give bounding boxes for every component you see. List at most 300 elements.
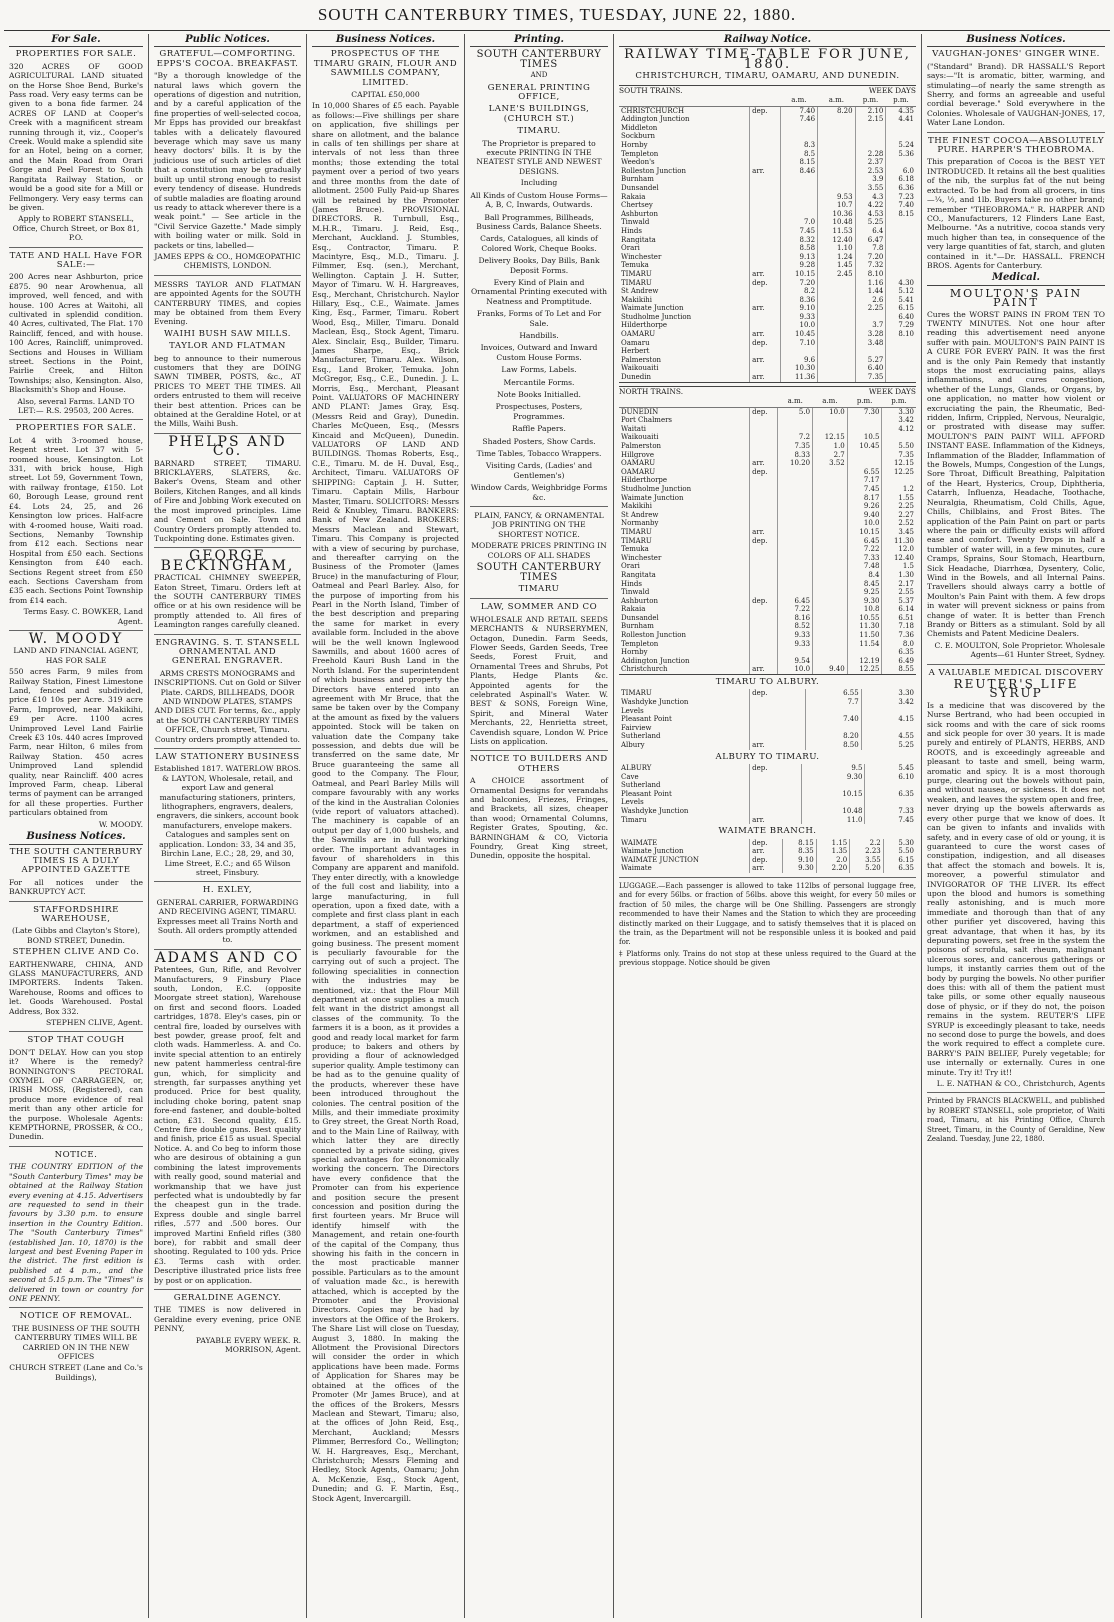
train-time: 8.46 — [780, 167, 817, 176]
dep-arr-marker: dep. — [750, 764, 802, 773]
train-time — [847, 451, 882, 460]
train-time — [813, 605, 848, 614]
train-time: 4.35 — [886, 106, 916, 115]
station-name: Hilderthorpe — [621, 476, 668, 485]
station-name: Addington Junction — [621, 115, 690, 124]
printing-office: GENERAL PRINTING OFFICE, — [487, 82, 591, 103]
train-time: 8.55 — [882, 665, 916, 674]
train-time: 9.5 — [801, 764, 865, 773]
train-time: 10.0 — [813, 407, 848, 416]
train-time: 3.42 — [882, 416, 916, 425]
dep-arr-marker — [750, 158, 780, 167]
table-row — [619, 150, 916, 159]
table-row — [619, 588, 916, 597]
station-name: Rangitata — [621, 570, 656, 579]
train-time: 6.4 — [855, 227, 886, 236]
train-time — [855, 141, 886, 150]
station-name: Hornby — [621, 648, 648, 657]
train-time — [886, 253, 916, 262]
table-row — [619, 313, 916, 322]
train-time: 8.35 — [783, 847, 817, 856]
station-name: TIMARU — [621, 536, 652, 545]
train-time: 9.6 — [780, 356, 817, 365]
train-time: 6.35 — [882, 648, 916, 657]
station-name: Waimate Junction — [621, 847, 684, 856]
train-time — [813, 580, 848, 589]
station-name: Orari — [621, 562, 640, 571]
column-printing — [465, 34, 613, 1618]
train-time: 10.0 — [780, 321, 817, 330]
dep-arr-marker: dep. — [750, 839, 783, 848]
table-row — [619, 764, 916, 773]
train-time: 4.12 — [882, 425, 916, 434]
ad-heading: H. EXLEY, — [202, 885, 253, 896]
dep-arr-marker — [750, 519, 778, 528]
table-row — [619, 132, 916, 141]
train-time: 10.0 — [778, 665, 813, 674]
train-time — [813, 640, 848, 649]
column-header: p.m. — [886, 95, 916, 106]
dep-arr-marker — [750, 244, 780, 253]
train-time — [780, 175, 817, 184]
station-name: Hilderthorpe — [621, 321, 668, 330]
printing-item: Shaded Posters, Show Cards. — [482, 436, 596, 446]
printing-item: Delivery Books, Day Bills, Bank Deposit Forms. — [478, 256, 600, 275]
train-time: 7.36 — [882, 631, 916, 640]
ad-footer: W. MOODY. — [98, 819, 143, 829]
train-time: 2.55 — [882, 588, 916, 597]
station-name: Rakaia — [621, 605, 646, 614]
ad-heading: TATE AND HALL Have FOR SALE:— — [9, 250, 143, 270]
divider — [9, 247, 143, 248]
dep-arr-marker: dep. — [750, 106, 780, 115]
train-time — [818, 347, 855, 356]
printer-imprint: Printed by FRANCIS BLACKWELL, and published by ROBERT STANSELL, sole proprietor, of Waiti road, Timaru, at his Printing Office, Church Street, Timaru, in the County of Geraldine, New Zealand. Tuesday, June 22, 1880. — [927, 1097, 1105, 1144]
train-time — [818, 364, 855, 373]
train-time — [780, 124, 817, 133]
ad-heading: PROPERTIES FOR SALE. — [15, 423, 137, 434]
dep-arr-marker — [750, 218, 780, 227]
ad-heading: NOTICE OF REMOVAL. — [19, 1311, 133, 1322]
printing-item: All Kinds of Custom House Forms—A, B, C, Inwards, Outwards. — [470, 190, 608, 210]
printing-intro: The Proprietor is prepared to execute PRINTING IN THE NEATEST STYLE AND NEWEST DESIGNS. — [476, 138, 602, 176]
train-time: 9.25 — [847, 588, 882, 597]
ad-body: "By a thorough knowledge of the natural laws which govern the operations of digestion and nutrition, and by a careful application of the fine properties of well-selected cocoa, Mr Epps has provided our breakfast tables with a delicately flavoured beverage which may save us many heavy doctors' bills. It is by the judicious use of such articles of diet that a constitution may be gradually built up until strong enough to resist every tendency of disease. Hundreds of subtle maladies are floating around us ready to attack wherever there is a weak point." — See article in the "Civil Service Gazette." Made simply with boiling water or milk. Sold in packets or tins, labelled— — [154, 71, 301, 250]
ad-footer: JAMES EPPS & CO., HOMŒOPATHIC CHEMISTS, LONDON. — [154, 251, 301, 271]
train-time: 8.17 — [847, 494, 882, 503]
dep-arr-marker — [750, 790, 802, 799]
table-row — [619, 698, 916, 707]
train-time: 5.12 — [886, 287, 916, 296]
divider — [927, 1092, 1105, 1093]
dep-arr-marker — [750, 227, 780, 236]
south-timetable — [619, 95, 916, 382]
divider — [154, 1289, 301, 1290]
dep-arr-marker — [750, 724, 805, 733]
train-time: 1.16 — [855, 279, 886, 288]
train-time — [813, 537, 848, 546]
printing-title: SOUTH CANTERBURY TIMES — [476, 49, 602, 70]
north-timetable — [619, 396, 916, 674]
train-time — [855, 313, 886, 322]
printing-item: Time Tables, Tobacco Wrappers. — [476, 449, 602, 459]
train-time — [818, 115, 855, 124]
train-time: 9.30 — [847, 597, 882, 606]
train-time: 12.0 — [882, 545, 916, 554]
north-trains-table — [619, 386, 916, 675]
train-time: 9.40 — [813, 665, 848, 674]
train-time — [813, 425, 848, 434]
timetable-title: RAILWAY TIME-TABLE FOR JUNE, 1880. — [624, 47, 911, 72]
ad-body: For all notices under the BANKRUPTCY ACT. — [9, 877, 143, 897]
table-row — [619, 732, 916, 741]
divider — [9, 1146, 143, 1147]
dep-arr-marker — [750, 781, 802, 790]
train-time — [818, 175, 855, 184]
train-time: 3.42 — [861, 698, 916, 707]
train-time — [813, 588, 848, 597]
table-row — [619, 236, 916, 245]
platform-notice: ‡ Platforms only. Trains do not stop at these unless required to the Guard at the previous stoppage. Notice should be given — [619, 949, 916, 968]
train-time: 3.28 — [855, 330, 886, 339]
dep-arr-marker: arr. — [750, 459, 778, 468]
train-time — [818, 287, 855, 296]
train-time — [780, 210, 817, 219]
table-row — [619, 347, 916, 356]
table-row — [619, 373, 916, 382]
train-time — [778, 485, 813, 494]
train-time — [805, 707, 861, 716]
train-time: 9.40 — [847, 511, 882, 520]
divider — [154, 748, 301, 749]
train-time — [780, 184, 817, 193]
dep-arr-marker — [750, 364, 780, 373]
dep-arr-marker — [750, 605, 778, 614]
train-time: 5.25 — [861, 741, 916, 750]
table-row — [619, 807, 916, 816]
table-row — [619, 296, 916, 305]
table-row — [619, 210, 916, 219]
dep-arr-marker — [750, 798, 802, 807]
train-time: 12.25 — [847, 665, 882, 674]
train-time: 7.22 — [778, 605, 813, 614]
train-time — [818, 279, 855, 288]
dep-arr-marker — [750, 210, 780, 219]
table-row — [619, 864, 916, 873]
train-time: 11.36 — [780, 373, 817, 382]
train-time — [780, 201, 817, 210]
train-time — [818, 373, 855, 382]
train-time: 11.30 — [847, 622, 882, 631]
ad-title: REUTER'S LIFE SYRUP — [953, 677, 1079, 701]
divider — [927, 664, 1105, 665]
dep-arr-marker — [750, 141, 780, 150]
divider — [154, 634, 301, 635]
dep-arr-marker: arr. — [750, 741, 805, 750]
train-time — [882, 476, 916, 485]
table-row — [619, 847, 916, 856]
train-time: 2.17 — [882, 580, 916, 589]
train-time — [778, 588, 813, 597]
ad-body: Is a medicine that was discovered by the Nurse Bertrand, who had been occupied in sick rooms and with the care of sick rooms and sick people for over 30 years. It is made purely and entirely of PLANTS, HERBS, AND ROOTS, and is exceedingly agreeable and pleasant to taste and smell, being warm, aromatic and spicy. It is a most thorough purge, clearing out the bowels without pain, and without nausea, or sickness. It does not weaken, and leaves the system open and free, never drying up the bowels afterwards as every other purge that we know of does. It can be given to infants and invalids with safety, and in every case of old or young, it is guaranteed to cure the worst cases of constipation, indigestion, and all diseases that affect the stomach and bowels. It is, moreover, a powerful stimulator and INVIGORATOR OF THE LIVER. Its effect upon the blood and humors is something really astonishing, and is much more immediate and thorough than that of any other purifier yet discovered, having this great advantage, that when it has, by its depurating powers, set free in the system the poisons of scrofula, salt rheum, malignant ulcerous sores, and cancerous gatherings or lumps, it instantly carries them out of the body by purging the bowels. No other purifier does this: with all of them the patient must take pills, or some other equally nauseous dose of physic, or if they do not, the poison remains in the system. REUTER'S LIFE SYRUP is exceedingly pleasant to take, needs no second dose to purge the bowels, and does the work required to effect a complete cure. BARRY'S PAIN BELIEF, Purely vegetable; for use internally or externally. Cures in one minute. Try it! Try it!! — [927, 700, 1105, 1077]
train-time: 10.15 — [847, 528, 882, 537]
section-heading: Business Notices. — [9, 831, 143, 844]
table-row — [619, 519, 916, 528]
ad-heading: GERALDINE AGENCY. — [173, 1292, 282, 1303]
dep-arr-marker — [750, 451, 778, 460]
section-heading: Railway Notice. — [619, 34, 916, 47]
table-row — [619, 707, 916, 716]
station-name: Pleasant Point — [621, 789, 672, 798]
table-row — [619, 545, 916, 554]
train-time: 9.33 — [778, 631, 813, 640]
train-time — [778, 562, 813, 571]
train-time: 1.55 — [882, 494, 916, 503]
station-name: Tinwald — [621, 218, 650, 227]
station-name: Chertsey — [621, 201, 653, 210]
train-time: 6.15 — [886, 304, 916, 313]
train-time — [886, 356, 916, 365]
train-time — [778, 502, 813, 511]
ad-footer: STEPHEN CLIVE, Agent. — [45, 1018, 143, 1027]
divider — [154, 275, 301, 276]
station-name: Fairview — [621, 723, 652, 732]
table-row — [619, 339, 916, 348]
ad-body: Cures the WORST PAINS IN FROM TEN TO TWENTY MINUTES. Not one hour after reading this advertisement need anyone suffer with pain. MOULTON'S PAIN PAINT IS A CURE FOR EVERY PAIN. It was the first and is the only Pain Remedy that instantly stops the most excruciating pains, allays inflammations, and cures congestion, whether of the Lungs, Glands, or Organs, by one application, no matter how violent or excruciating the pain, the Rheumatic, Bed-ridden, Infirm, Crippled, Nervous, Neuralgic, or prostrated with disease may suffer. MOULTON'S PAIN PAINT WILL AFFORD INSTANT EASE. Inflammation of the Kidneys, Inflammation of the Bladder, Inflammation of the Bowels, Mumps, Congestion of the Lungs, Sore Throat, Difficult Breathing, Palpitation of the Heart, Hysterics, Croup, Diphtheria, Catarrh, Influenza, Headache, Toothache, Neuralgia, Rheumatism, Cold Chills, Ague, Chills, Chilblains, and Frost Bites. The application of the Pain Paint on part or parts where the pain or difficulty exists will afford ease and comfort. Twenty Drops in half a tumbler of water will, in a few minutes, cure Cramps, Sprains, Sour Stomach, Heartburn, Sick Headache, Diarrhœa, Dysentery, Colic, Wind in the Bowels, and all Internal Pains. Travellers should always carry a bottle of Moulton's Pain Paint with them. A few drops in water will prevent sickness or pains from change of water. It is better than French Brandy or Bitters as a stimulant. Sold by all Chemists and Patent Medicine Dealers. — [927, 309, 1105, 639]
train-time: 7.48 — [847, 562, 882, 571]
train-time: 6.15 — [883, 856, 916, 865]
dep-arr-marker: arr. — [750, 167, 780, 176]
train-time: 7.40 — [886, 201, 916, 210]
table-row — [619, 425, 916, 434]
ad-body: THE BUSINESS OF THE SOUTH CANTERBURY TIMES WILL BE CARRIED ON IN THE NEW OFFICES — [12, 1323, 140, 1361]
table-row — [619, 724, 916, 733]
train-time: 2.53 — [855, 167, 886, 176]
dep-arr-marker: arr. — [750, 330, 780, 339]
station-name: Weedon's — [621, 158, 655, 167]
printing-item: Handbills. — [519, 330, 559, 340]
train-time: 8.20 — [818, 106, 855, 115]
ad-heading: THE FINEST COCOA—ABSOLUTELY PURE. HARPER'S THEOBROMA. — [927, 135, 1105, 156]
dep-arr-marker — [750, 485, 778, 494]
ad-body: 200 Acres near Ashburton, price £875. 90 near Arowhenua, all improved, well fenced, and with house. 100 Acres at Waitohi, all cultivated in splendid condition. 40 Acres, cultivated, The Flat. 170 Raincliff, fenced, and with house. 100 Acres, Raincliff, unimproved. Sections and Houses in William street. Sections in the Point, Fairlie Creek, and Hilton Townships; also, Kensington. Also, Blacksmith's Shop and House. — [9, 272, 143, 395]
station-name: Orari — [621, 244, 640, 253]
table-row — [619, 640, 916, 649]
train-time: 2.27 — [882, 511, 916, 520]
train-time: 10.48 — [801, 807, 865, 816]
train-time: 8.10 — [886, 330, 916, 339]
train-time — [813, 657, 848, 666]
divider — [927, 132, 1105, 133]
train-time — [813, 416, 848, 425]
week-days-label: WEEK DAYS — [868, 386, 916, 396]
dep-arr-marker — [750, 115, 780, 124]
dep-arr-marker: arr. — [750, 528, 778, 537]
train-time: 9.33 — [780, 313, 817, 322]
train-time: 12.15 — [813, 433, 848, 442]
train-time — [818, 167, 855, 176]
station-name: Studholme Junction — [621, 312, 692, 321]
train-time — [778, 519, 813, 528]
train-time — [886, 270, 916, 279]
printing-item: Window Cards, Weighbridge Forms &c. — [470, 483, 608, 502]
column-header: p.m. — [882, 396, 916, 407]
train-time — [818, 158, 855, 167]
train-time — [780, 132, 817, 141]
train-time — [847, 416, 882, 425]
branch-timetable — [619, 764, 916, 824]
dep-arr-marker: arr. — [750, 373, 780, 382]
train-time: 3.9 — [855, 175, 886, 184]
train-time: 3.55 — [855, 184, 886, 193]
train-time: 3.30 — [861, 689, 916, 698]
capital-line: CAPITAL £50,000 — [351, 90, 420, 100]
printing-item: Prospectuses, Posters, Programmes. — [495, 402, 583, 421]
train-time: 12.19 — [847, 657, 882, 666]
train-time: 7.35 — [855, 373, 886, 382]
train-time: 8.36 — [780, 296, 817, 305]
column-railway — [614, 34, 921, 1618]
train-time — [886, 124, 916, 133]
dep-arr-marker — [750, 253, 780, 262]
branch-heading: WAIMATE BRANCH. — [718, 826, 817, 837]
train-time: 2.0 — [816, 856, 850, 865]
train-time: 10.45 — [847, 442, 882, 451]
station-name: WAIMATE JUNCTION — [621, 855, 699, 864]
dep-arr-marker — [750, 773, 802, 782]
station-name: Cave — [621, 772, 639, 781]
station-name: TIMARU — [621, 689, 652, 698]
train-time: 7.2 — [778, 433, 813, 442]
train-time: 1.35 — [816, 847, 850, 856]
table-row — [619, 287, 916, 296]
ad-heading: STEPHEN CLIVE AND Co. — [12, 947, 140, 958]
train-time: 10.8 — [847, 605, 882, 614]
branch-heading: TIMARU TO ALBURY. — [715, 677, 820, 688]
train-time — [778, 425, 813, 434]
printing-item: Franks, Forms of To Let and For Sale. — [476, 309, 602, 328]
train-time: 4.30 — [886, 279, 916, 288]
table-row — [619, 476, 916, 485]
train-time: 2.2 — [850, 839, 884, 848]
dep-arr-marker — [750, 545, 778, 554]
table-row — [619, 167, 916, 176]
train-time: 4.41 — [886, 115, 916, 124]
station-name: Oamaru — [621, 338, 650, 347]
train-time: 4.3 — [855, 193, 886, 202]
printing-town: TIMARU — [518, 583, 560, 594]
column-header: p.m. — [847, 396, 882, 407]
dep-arr-marker: arr. — [750, 304, 780, 313]
train-time: 1.45 — [818, 261, 855, 270]
station-name: Palmerston — [621, 355, 662, 364]
column-business-medical — [922, 34, 1110, 1618]
train-time: 6.45 — [847, 537, 882, 546]
table-row — [619, 227, 916, 236]
train-time — [778, 511, 813, 520]
dep-arr-marker — [750, 124, 780, 133]
dep-arr-marker: dep. — [750, 856, 783, 865]
train-time: 5.20 — [850, 864, 884, 873]
table-row — [619, 511, 916, 520]
train-time — [780, 347, 817, 356]
table-row — [619, 562, 916, 571]
printing-item: Visiting Cards, (Ladies' and Gentlemen's) — [485, 461, 593, 480]
divider — [9, 1307, 143, 1308]
train-time: 3.45 — [882, 528, 916, 537]
ad-title: PHELPS AND Co. — [168, 433, 287, 460]
train-time — [886, 373, 916, 382]
table-row — [619, 781, 916, 790]
ad-heading: STOP THAT COUGH — [27, 1035, 125, 1046]
train-time — [813, 494, 848, 503]
table-row — [619, 141, 916, 150]
table-row — [619, 184, 916, 193]
station-name: DUNEDIN — [621, 407, 659, 416]
table-header — [619, 86, 916, 95]
dep-arr-marker — [750, 494, 778, 503]
train-time: 4.55 — [861, 732, 916, 741]
train-time: 8.20 — [805, 732, 861, 741]
table-row — [619, 597, 916, 606]
train-time: 9.13 — [780, 253, 817, 262]
station-name: Hillgrove — [621, 450, 654, 459]
ad-footer: L. E. NATHAN & CO., Christchurch, Agents — [936, 1079, 1105, 1089]
train-time: 2.6 — [855, 296, 886, 305]
dep-arr-marker — [750, 580, 778, 589]
station-name: Templeton — [621, 639, 659, 648]
ad-heading: PROSPECTUS OF THE TIMARU GRAIN, FLOUR AND SAWMILLS COMPANY, LIMITED. — [313, 49, 458, 88]
station-name: Studholme Junction — [621, 484, 692, 493]
train-time: 9.53 — [818, 193, 855, 202]
train-time: 7.23 — [886, 193, 916, 202]
train-time — [818, 330, 855, 339]
train-time: 8.3 — [780, 141, 817, 150]
table-row — [619, 416, 916, 425]
table-row — [619, 124, 916, 133]
station-name: TIMARU — [621, 269, 652, 278]
printing-address: LANE'S BUILDINGS, (CHURCH ST.) — [488, 104, 590, 124]
train-time: 6.14 — [882, 605, 916, 614]
divider — [619, 877, 916, 878]
train-time — [778, 554, 813, 563]
train-time: 7.40 — [780, 106, 817, 115]
dep-arr-marker — [750, 433, 778, 442]
table-row — [619, 270, 916, 279]
dep-arr-marker: arr. — [750, 356, 780, 365]
column-header: a.m. — [818, 95, 855, 106]
masthead-rule — [4, 30, 1110, 31]
train-time — [818, 321, 855, 330]
train-time — [801, 781, 865, 790]
train-time: 7.40 — [805, 715, 861, 724]
prospectus-body: In 10,000 Shares of £5 each. Payable as follows:—Five shillings per share on application, five shillings per share on allotment, and the balance in calls of ten shillings per share at intervals of not less than three months; those extending the total payment over a period of two years and three months from the date of allotment. 2500 Fully Paid-up Shares will be retained by the Promoter (James Bruce). PROVISIONAL DIRECTORS. R. Turnbull, Esq., M.H.R., Timaru. J. Reid, Esq., Merchant, Auckland. J. Stumbles, Esq., Contractor, Timaru. P. Macintyre, Esq., M.D., Timaru. J. Filmmer, Esq. (sen.), Merchant, Wellington. Captain J. H. Sutter, Mayor of Timaru. W. H. Hargreaves, Esq., Merchant, Christchurch. Naylor Hillary, Esq., C.E., Waimate. James King, Esq., Farmer, Timaru. Robert Wood, Esq., Miller, Timaru. Donald Maclean, Esq., Stock Agent, Timaru. Alex. Sinclair, Esq., Builder, Timaru. James Sharpe, Esq., Brick Manufacturer, Timaru. Alex. Wilson, Esq., Land Broker, Temuka. John McGregor, Esq., C.E., Dunedin. J. L. Morris, Esq., Merchant, Pleasant Point. VALUATORS OF MACHINERY AND PLANT: James Gray, Esq. (Messrs Reid and Gray), Dunedin. Charles McQueen, Esq., (Messrs Kincaid and McQueen), Dunedin. VALUATORS OF LAND AND BUILDINGS. Thomas Roberts, Esq., C.E., Timaru. M. de H. Duval, Esq., Architect, Timaru. VALUATORS OF SHIPPING: Captain J. H. Sutter, Timaru. Captain Mills, Harbour Master, Timaru. SOLICITORS: Messrs Reid & Knubley, Timaru. BANKERS: Bank of New Zealand. BROKERS: Messrs Maclean and Stewart, Timaru. This Company is projected with a view of securing by purchase, and thereafter carrying on the Business of the Promoter (James Bruce) in the manufacturing of Flour, Oatmeal and Pearl Barley. Also, for the purpose of importing from his Pearl in the North Island, Timber of the best description and preparing the same for market in every available form. Included in the above will be the well known Inglewood Sawmills, and about 1600 acres of Freehold Kauri Bush Land in the North Island. For the superintendent of which business and property the Directors have entered into an agreement with Mr Bruce, that the same be taken over by the Company at the amount as fixed by the valuers appointed. Stock will be taken on valuation date the Company take possession, and debts due will be transferred on the same date, Mr Bruce guaranteeing the same all good to the Company. The Flour, Oatmeal, and Pearl Barley Mills will compare favourably with any works of the kind in the Australian Colonies (vide report of valuators attached). The machinery is capable of an output per day of 1,000 bushels, and the Sawmills are in full working order. The important advantages in favour of shareholders in this Company are apparent and manifold. They enter directly, with a knowledge of the full cost and liability, into a large manufacturing, in full operation, upon a fixed date, with a complete and first class plant in each department, a staff of experienced workmen, and an established and going business. The present moment is peculiarly favourable for the carrying out of such a project. The following specialities in connection with the industries may be mentioned, viz.: that the Flour Mill department at once supplies a much felt want in the district amongst all classes of the community. To the farmers it is a boon, as it provides a good and ready local market for farm produce; to bakers and others by providing a flour of acknowledged superior quality. Ample testimony can be had as to the genuine quality of the products, wherever these have been introduced throughout the colonies. The central position of the Mills, and their immediate proximity to Grey street, the Great North Road, and to the Main Line of Railway, with which latter they are directly connected by a private siding, gives special advantages for economically working the concern. The Directors have every confidence that the Promoter can from his experience and position secure the present concession and position during the first fourteen years. Mr Bruce will identify himself with the Management, and retain one-fourth of the capital of the Company, thus showing his faith in the concern in the most practicable manner possible. Particulars as to the amount of valuation made &c., is herewith attached, which is accepted by the Promoter and the Provisional Directors. Copies may be had by investors at the Office of the Brokers. The Share List will close on Tuesday, August 3, 1880. In making the Allotment the Provisional Directors will consider the order in which applications have been made. Forms of Application for Shares may be obtained at the offices of the Promoter (Mr James Bruce), and at the offices of the Brokers, Messrs Maclean and Stewart, Timaru; also, at the offices of John Reid, Esq., Merchant, Auckland; Messrs Plimmer, Berresford Co., Wellington; W. H. Hargreaves, Esq., Merchant, Christchurch; Messrs Fleming and Hedley, Stock Agents, Oamaru; John A. McKenzie, Esq., Stock Agent, Dunedin; and G. F. Martin, Esq., Stock Agent, Invercargill. — [312, 101, 459, 1503]
ad-footer: Apply to ROBERT STANSELL, Office, Church Street, or Box 81, P.O. — [12, 214, 140, 243]
dep-arr-marker — [750, 236, 780, 245]
train-time — [778, 476, 813, 485]
ad-body: 320 ACRES OF GOOD AGRICULTURAL LAND situated on the Horse Shoe Bend, Burke's Pass road. Very easy terms can be given to a bona fide farmer. 24 ACRES OF LAND at Cooper's Creek with a magnificent stream running through it, viz., Cooper's Creek. Would make a splendid site for an Hotel, being on a corner, and the Main Road from Orari Gorge and Peel Forest to South Rangitata Railway Station, or would be a good site for a Mill or Fellmongery. Very easy terms can be given. — [9, 61, 143, 212]
ad-heading: THE SOUTH CANTERBURY TIMES IS A DULY APPOINTED GAZETTE — [9, 846, 143, 876]
table-row — [619, 244, 916, 253]
train-time: 5.37 — [882, 597, 916, 606]
table-row — [619, 798, 916, 807]
column-header: a.m. — [780, 95, 817, 106]
train-time — [813, 597, 848, 606]
station-name: Timaru — [621, 815, 647, 824]
station-name: Temuka — [621, 261, 649, 270]
table-row — [619, 451, 916, 460]
dep-arr-marker — [750, 184, 780, 193]
